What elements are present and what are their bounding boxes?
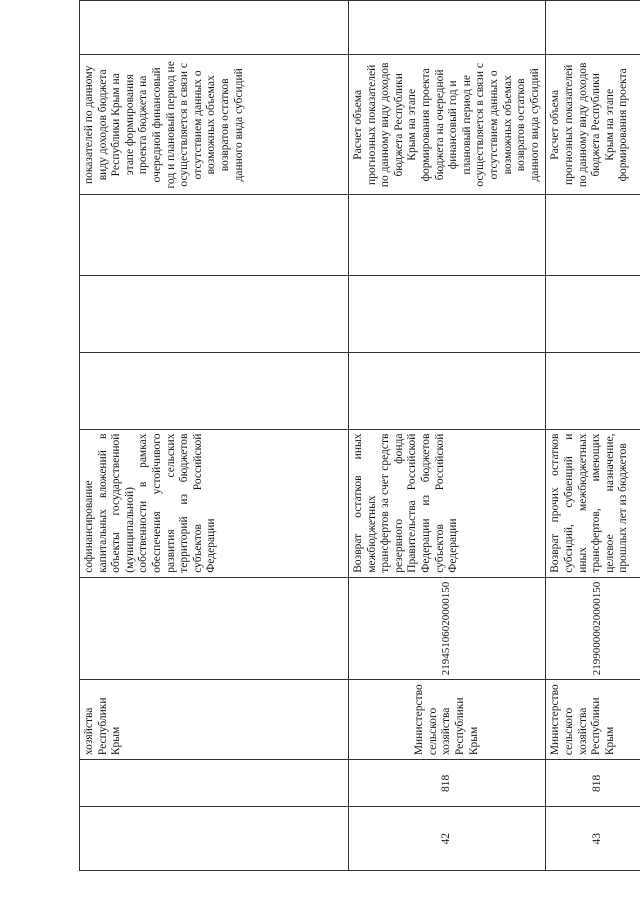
- calc-formula: [80, 276, 349, 353]
- income-name: Возврат остатков иных межбюджетных трансфертов за счет средств резервного фонда Правительства Российской Федерации из бюджетов субъектов Российской Федерации: [349, 429, 546, 577]
- extra-cell: [80, 1, 349, 55]
- row-number: [80, 807, 349, 871]
- admin-name: Министерство сельского хозяйства Республики Крым: [349, 680, 546, 760]
- admin-code: [80, 760, 349, 807]
- row-number: 43: [546, 807, 640, 871]
- extra-cell: [546, 1, 640, 55]
- note-text: Расчет объема прогнозных показателей по данному виду доходов бюджета Республики Крым на этапе формирования проекта бюджета на очередной финансовый год и плановый период не осуществляется в связи с отсутствием данных о возможных объемах возвратов остатков данного вида субсидий: [349, 55, 546, 195]
- admin-code: 818: [546, 760, 640, 807]
- admin-code: 818: [349, 760, 546, 807]
- calc-basis: [349, 195, 546, 276]
- table-row: [546, 1, 640, 871]
- calc-formula: [349, 276, 546, 353]
- income-name: Возврат прочих остатков субсидий, субвенций и иных межбюджетных трансфертов, имеющих целевое назначение, прошлых лет из бюджетов: [546, 429, 640, 577]
- admin-name: хозяйства Республики Крым: [80, 680, 349, 760]
- kbk-code: 21990000020000150: [546, 577, 640, 680]
- table-row: [80, 1, 349, 871]
- note-text: Расчет объема прогнозных показателей по данному виду доходов бюджета Республики Крым на этапе формирования проекта: [546, 55, 640, 195]
- calc-method: [80, 352, 349, 429]
- admin-name: Министерство сельского хозяйства Республики Крым: [546, 680, 640, 760]
- kbk-code: [80, 577, 349, 680]
- note-text: показателей по данному виду доходов бюджета Республики Крым на этапе формирования проекта бюджета на очередной финансовый год и плановый период не осуществляется в связи с отсутствием данных о возможных объемах возвратов остатков данного вида субсидий: [80, 55, 349, 195]
- extra-cell: [349, 1, 546, 55]
- calc-basis: [546, 195, 640, 276]
- calc-method: [546, 352, 640, 429]
- row-number: 42: [349, 807, 546, 871]
- calc-formula: [546, 276, 640, 353]
- income-name: софинансирование капитальных вложений в объекты государственной (муниципальной) собственности в рамках обеспечения устойчивого развития сельских территорий из бюджетов субъектов Российской Федерации: [80, 429, 349, 577]
- calc-method: [349, 352, 546, 429]
- revenue-forecast-table: [79, 0, 640, 871]
- table-row: [349, 1, 546, 871]
- calc-basis: [80, 195, 349, 276]
- kbk-code: 21945106020000150: [349, 577, 546, 680]
